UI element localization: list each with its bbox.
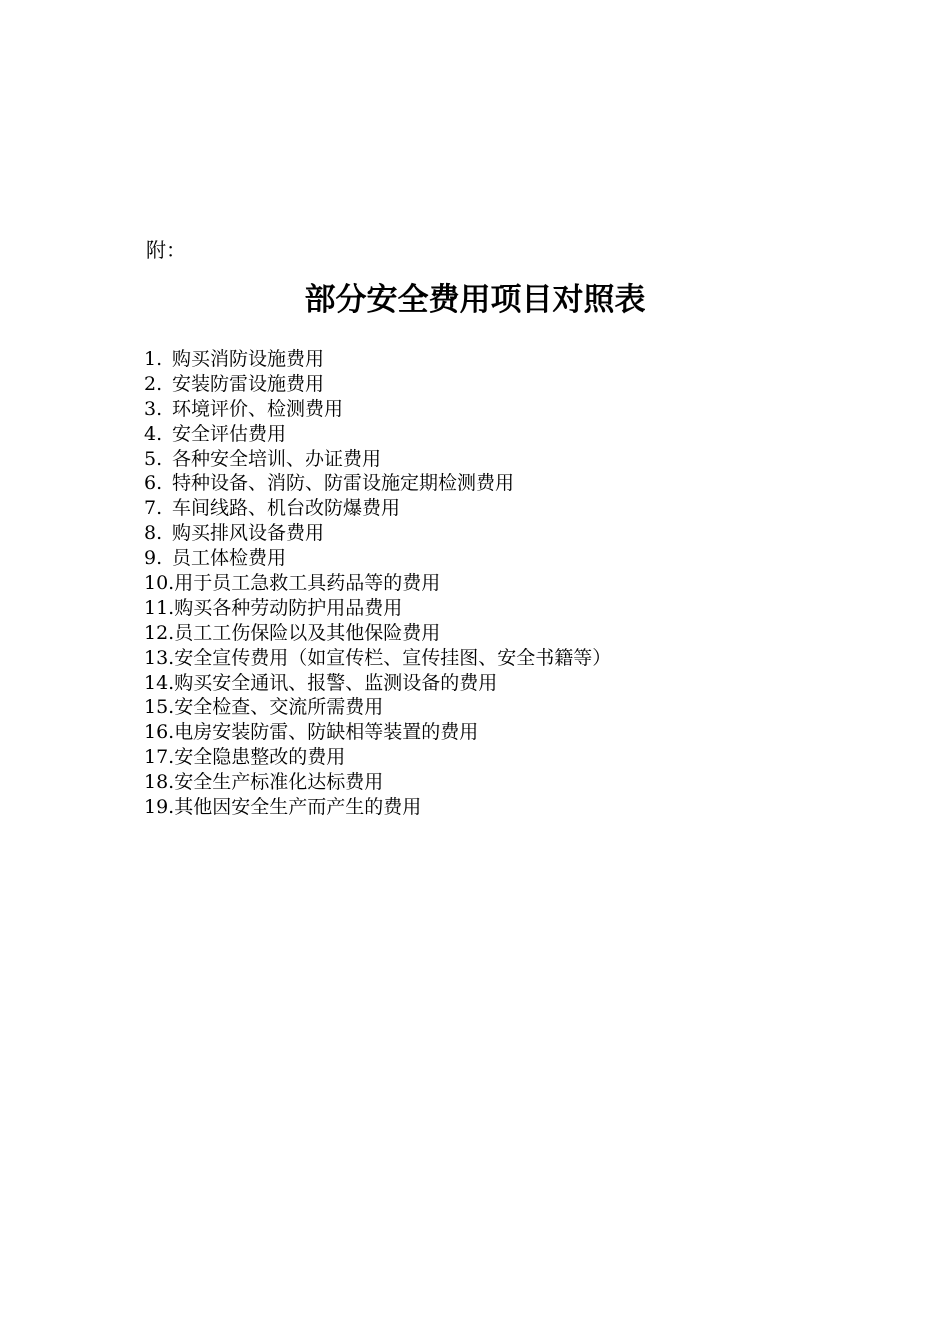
item-number: 7. xyxy=(144,497,163,520)
item-text: 安全评估费用 xyxy=(172,422,287,445)
item-text: 安全宣传费用（如宣传栏、宣传挂图、安全书籍等） xyxy=(174,646,612,669)
list-item xyxy=(144,471,611,496)
item-number: 11. xyxy=(144,596,175,619)
item-number: 1. xyxy=(144,348,163,370)
list-item xyxy=(144,596,611,621)
item-number: 3. xyxy=(144,397,163,420)
item-number: 17. xyxy=(144,746,175,769)
item-number: 19. xyxy=(144,796,175,819)
item-text: 安全检查、交流所需费用 xyxy=(174,696,384,719)
item-text: 车间线路、机台改防爆费用 xyxy=(172,497,401,520)
item-text: 安全隐患整改的费用 xyxy=(174,746,346,769)
item-text: 特种设备、消防、防雷设施定期检测费用 xyxy=(172,472,515,495)
item-text: 员工体检费用 xyxy=(172,547,287,570)
list-item xyxy=(144,745,611,770)
list-item xyxy=(144,646,611,671)
list-item xyxy=(144,447,611,472)
item-number: 5. xyxy=(144,447,163,470)
list-item xyxy=(144,621,611,646)
list-item xyxy=(144,720,611,745)
item-text: 购买消防设施费用 xyxy=(172,348,325,370)
list-item xyxy=(144,571,611,596)
list-item xyxy=(144,671,611,696)
item-number: 15. xyxy=(144,696,175,719)
list-item xyxy=(144,422,611,447)
list-item xyxy=(144,795,611,820)
item-text: 安装防雷设施费用 xyxy=(172,372,325,395)
item-text: 各种安全培训、办证费用 xyxy=(172,447,382,470)
item-text: 购买排风设备费用 xyxy=(172,522,325,545)
list-item xyxy=(144,397,611,422)
appendix-label: 附： xyxy=(146,238,186,262)
item-text: 安全生产标准化达标费用 xyxy=(174,771,384,794)
list-item xyxy=(144,347,611,372)
item-number: 4. xyxy=(144,422,163,445)
item-number: 9. xyxy=(144,547,163,570)
item-number: 13. xyxy=(144,646,175,669)
list-item xyxy=(144,372,611,397)
item-text: 用于员工急救工具药品等的费用 xyxy=(174,572,441,595)
expense-item-list xyxy=(144,347,611,820)
document-title: 部分安全费用项目对照表 xyxy=(304,282,646,318)
item-text: 电房安装防雷、防缺相等装置的费用 xyxy=(174,721,479,744)
item-text: 员工工伤保险以及其他保险费用 xyxy=(174,621,441,644)
item-text: 购买安全通讯、报警、监测设备的费用 xyxy=(174,671,498,694)
item-text: 其他因安全生产而产生的费用 xyxy=(174,796,422,819)
item-number: 18. xyxy=(144,771,175,794)
item-number: 12. xyxy=(144,621,175,644)
item-number: 8. xyxy=(144,522,163,545)
item-text: 环境评价、检测费用 xyxy=(172,397,344,420)
list-item xyxy=(144,521,611,546)
item-text: 购买各种劳动防护用品费用 xyxy=(174,596,403,619)
list-item xyxy=(144,546,611,571)
item-number: 10. xyxy=(144,572,175,595)
list-item xyxy=(144,770,611,795)
item-number: 14. xyxy=(144,671,175,694)
list-item xyxy=(144,695,611,720)
list-item xyxy=(144,496,611,521)
item-number: 2. xyxy=(144,372,163,395)
item-number: 6. xyxy=(144,472,163,495)
item-number: 16. xyxy=(144,721,175,744)
